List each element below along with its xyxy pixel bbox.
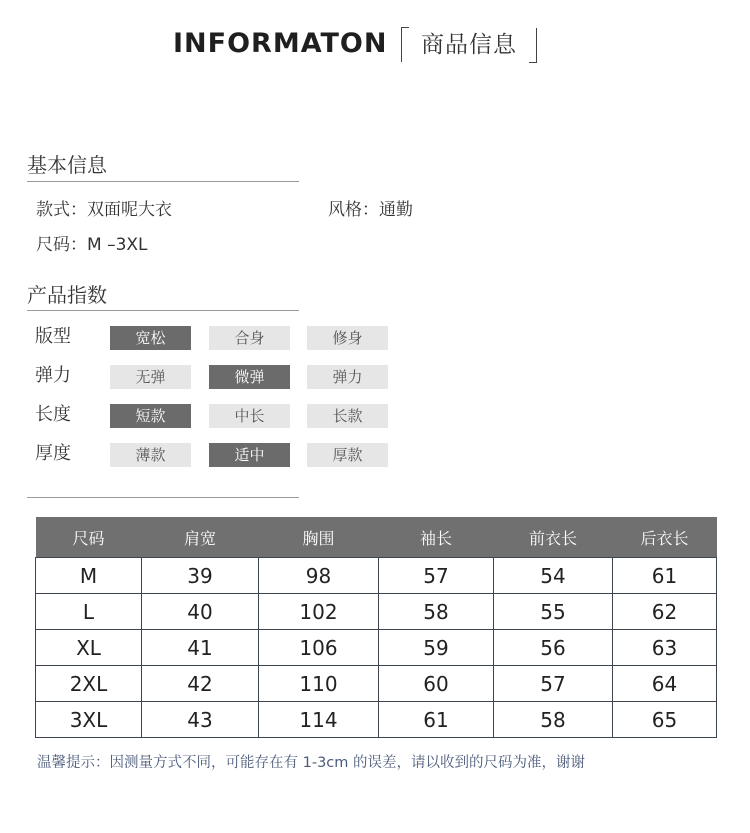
- table-cell: 63: [613, 630, 717, 666]
- table-cell: 98: [259, 558, 379, 594]
- table-cell: 55: [494, 594, 613, 630]
- table-cell: 54: [494, 558, 613, 594]
- table-row: [36, 594, 717, 630]
- size-table-body: [36, 558, 717, 738]
- index-label: 长度: [35, 404, 71, 425]
- index-option-chip: 微弹: [209, 365, 290, 389]
- basic-info-heading: 基本信息: [27, 153, 107, 177]
- table-cell: 57: [379, 558, 494, 594]
- table-cell: XL: [36, 630, 142, 666]
- index-label: 版型: [35, 326, 71, 347]
- size-table-header-cell: 后衣长: [613, 517, 717, 558]
- table-row: [36, 558, 717, 594]
- table-cell: 110: [259, 666, 379, 702]
- product-index-divider: [27, 310, 299, 311]
- table-cell: 106: [259, 630, 379, 666]
- table-cell: 61: [379, 702, 494, 738]
- index-option-chip: 中长: [209, 404, 290, 428]
- page-title-cn: 商品信息: [421, 32, 517, 58]
- category-value: 风格：通勤: [328, 200, 413, 220]
- table-cell: 62: [613, 594, 717, 630]
- table-cell: 59: [379, 630, 494, 666]
- size-table: [35, 517, 717, 738]
- index-option-chip: 厚款: [307, 443, 388, 467]
- table-cell: L: [36, 594, 142, 630]
- table-cell: 2XL: [36, 666, 142, 702]
- table-cell: 114: [259, 702, 379, 738]
- basic-info-divider: [27, 181, 299, 182]
- page-title-en: INFORMATON: [173, 28, 388, 59]
- index-label: 弹力: [35, 365, 71, 386]
- index-option-chip: 合身: [209, 326, 290, 350]
- size-table-header-cell: 前衣长: [494, 517, 613, 558]
- table-cell: M: [36, 558, 142, 594]
- table-cell: 64: [613, 666, 717, 702]
- sizes-value: 尺码：M –3XL: [36, 235, 148, 255]
- table-cell: 58: [494, 702, 613, 738]
- style-value: 款式：双面呢大衣: [36, 200, 172, 220]
- page-title-cn-box: [401, 27, 537, 63]
- table-cell: 43: [142, 702, 259, 738]
- index-option-chip: 薄款: [110, 443, 191, 467]
- index-option-chip: 短款: [110, 404, 191, 428]
- table-cell: 65: [613, 702, 717, 738]
- table-cell: 40: [142, 594, 259, 630]
- table-cell: 61: [613, 558, 717, 594]
- table-cell: 102: [259, 594, 379, 630]
- table-row: [36, 666, 717, 702]
- product-index-heading: 产品指数: [27, 283, 107, 307]
- size-table-header-cell: 肩宽: [142, 517, 259, 558]
- index-option-chip: 无弹: [110, 365, 191, 389]
- table-cell: 3XL: [36, 702, 142, 738]
- size-table-header-cell: 尺码: [36, 517, 142, 558]
- table-cell: 56: [494, 630, 613, 666]
- table-cell: 60: [379, 666, 494, 702]
- index-option-chip: 适中: [209, 443, 290, 467]
- product-index-bottom-divider: [27, 497, 299, 498]
- index-option-chip: 长款: [307, 404, 388, 428]
- index-option-chip: 宽松: [110, 326, 191, 350]
- size-table-header-cell: 袖长: [379, 517, 494, 558]
- size-table-header-cell: 胸围: [259, 517, 379, 558]
- table-cell: 57: [494, 666, 613, 702]
- index-option-chip: 修身: [307, 326, 388, 350]
- measurement-note: 温馨提示：因测量方式不同，可能存在有 1-3cm 的误差，请以收到的尺码为准，谢谢: [37, 755, 585, 771]
- index-label: 厚度: [35, 443, 71, 464]
- index-option-chip: 弹力: [307, 365, 388, 389]
- size-table-header: [36, 517, 717, 558]
- table-cell: 58: [379, 594, 494, 630]
- table-row: [36, 630, 717, 666]
- table-cell: 41: [142, 630, 259, 666]
- table-cell: 39: [142, 558, 259, 594]
- table-cell: 42: [142, 666, 259, 702]
- table-row: [36, 702, 717, 738]
